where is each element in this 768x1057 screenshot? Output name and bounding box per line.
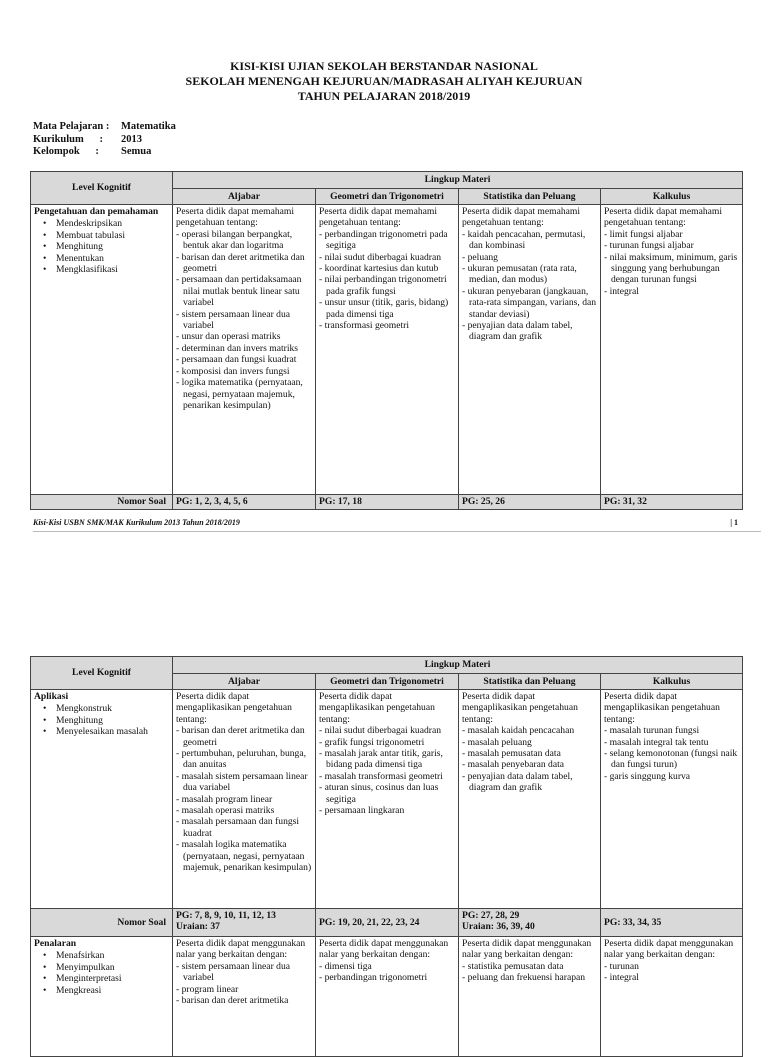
materi-item: - barisan dan deret aritmetika	[176, 995, 312, 1006]
materi-list	[176, 725, 312, 873]
level-list	[34, 703, 169, 737]
materi-item: - barisan dan deret aritmetika dan geometri	[176, 252, 312, 275]
level-item: • Menentukan	[56, 253, 169, 264]
footer-text: Kisi-Kisi USBN SMK/MAK Kurikulum 2013 Tahun 2018/2019	[33, 518, 240, 527]
level-kognitif-header: Level Kognitif	[31, 657, 173, 690]
materi-item: - masalah peluang	[462, 737, 597, 748]
footer-divider	[33, 531, 761, 532]
column-header-geometri: Geometri dan Trigonometri	[316, 674, 459, 690]
lingkup-materi-header: Lingkup Materi	[173, 172, 743, 189]
materi-item: - integral	[604, 972, 739, 983]
materi-list	[176, 229, 312, 412]
doc-title-line-1: KISI-KISI UJIAN SEKOLAH BERSTANDAR NASIONAL	[230, 59, 538, 73]
materi-item: - program linear	[176, 984, 312, 995]
materi-item: - masalah pemusatan data	[462, 748, 597, 759]
meta-row-group	[33, 146, 176, 159]
materi-item: - masalah integral tak tentu	[604, 737, 739, 748]
level-item: • Mengklasifikasi	[56, 264, 169, 275]
materi-item: - nilai perbandingan trigonometri pada grafik fungsi	[319, 274, 455, 297]
nomor-pg: PG: 27, 28, 29	[462, 910, 520, 921]
materi-cell-aljabar	[173, 937, 316, 1057]
materi-cell-statistika	[459, 205, 601, 495]
materi-item: - sistem persamaan linear dua variabel	[176, 961, 312, 984]
materi-list	[462, 725, 597, 793]
materi-item: - sistem persamaan linear dua variabel	[176, 309, 312, 332]
column-header-statistika: Statistika dan Peluang	[459, 674, 601, 690]
nomor-soal-geometri: PG: 17, 18	[316, 495, 459, 510]
materi-cell-kalkulus	[601, 205, 743, 495]
materi-list	[604, 961, 739, 984]
nomor-soal-label: Nomor Soal	[31, 909, 173, 937]
doc-title-line-3: TAHUN PELAJARAN 2018/2019	[297, 89, 471, 103]
materi-item: - operasi bilangan berpangkat, bentuk akar dan logaritma	[176, 229, 312, 252]
column-header-geometri: Geometri dan Trigonometri	[316, 189, 459, 205]
level-item: • Menafsirkan	[56, 950, 169, 961]
materi-item: - nilai maksimum, minimum, garis singgung yang berhubungan dengan turunan fungsi	[604, 252, 739, 286]
materi-list	[176, 961, 312, 1007]
materi-item: - selang kemonotonan (fungsi naik dan fungsi turun)	[604, 748, 739, 771]
nomor-pg: PG: 33, 34, 35	[604, 916, 662, 928]
materi-list	[462, 229, 597, 343]
cell-intro: Peserta didik dapat mengaplikasikan pengetahuan tentang:	[319, 691, 435, 725]
materi-item: - limit fungsi aljabar	[604, 229, 739, 240]
nomor-soal-kalkulus	[601, 909, 743, 937]
level-title: Pengetahuan dan pemahaman	[34, 206, 159, 217]
materi-cell-geometri	[316, 205, 459, 495]
materi-item: - kaidah pencacahan, permutasi, dan kombinasi	[462, 229, 597, 252]
column-header-kalkulus: Kalkulus	[601, 674, 743, 690]
materi-item: - perbandingan trigonometri pada segitiga	[319, 229, 455, 252]
level-item: • Membuat tabulasi	[56, 230, 169, 241]
materi-item: - koordinat kartesius dan kutub	[319, 263, 455, 274]
meta-value: Matematika	[121, 121, 176, 132]
materi-cell-geometri	[316, 937, 459, 1057]
document-meta	[33, 121, 176, 159]
materi-item: - peluang	[462, 252, 597, 263]
materi-item: - persamaan dan fungsi kuadrat	[176, 354, 312, 365]
meta-value: Semua	[121, 146, 152, 157]
level-item: • Menyelesaikan masalah	[56, 726, 169, 737]
materi-item: - turunan fungsi aljabar	[604, 240, 739, 251]
materi-list	[319, 229, 455, 332]
materi-item: - masalah program linear	[176, 794, 312, 805]
level-item: • Menghitung	[56, 241, 169, 252]
materi-item: - penyajian data dalam tabel, diagram dan grafik	[462, 771, 597, 794]
level-title: Penalaran	[34, 938, 77, 949]
materi-item: - persamaan dan pertidaksamaan nilai mutlak bentuk linear satu variabel	[176, 274, 312, 308]
materi-list	[319, 961, 455, 984]
kisi-kisi-table-2	[30, 656, 743, 1057]
materi-cell-aljabar	[173, 690, 316, 909]
level-item: • Mengkonstruk	[56, 703, 169, 714]
meta-row-curriculum	[33, 134, 176, 147]
nomor-soal-aljabar: PG: 1, 2, 3, 4, 5, 6	[173, 495, 316, 510]
page-number: | 1	[730, 518, 738, 527]
level-item: • Mendeskripsikan	[56, 218, 169, 229]
materi-cell-statistika	[459, 937, 601, 1057]
meta-label: Mata Pelajaran :	[33, 121, 110, 132]
materi-cell-kalkulus	[601, 937, 743, 1057]
materi-item: - unsur unsur (titik, garis, bidang) pada dimensi tiga	[319, 297, 455, 320]
cell-intro: Peserta didik dapat menggunakan nalar yang berkaitan dengan:	[319, 938, 449, 961]
column-header-kalkulus: Kalkulus	[601, 189, 743, 205]
nomor-soal-geometri	[316, 909, 459, 937]
materi-item: - garis singgung kurva	[604, 771, 739, 782]
level-item: • Menginterpretasi	[56, 973, 169, 984]
materi-item: - ukuran pemusatan (rata rata, median, dan modus)	[462, 263, 597, 286]
materi-item: - grafik fungsi trigonometri	[319, 737, 455, 748]
meta-row-subject	[33, 121, 176, 134]
cell-intro: Peserta didik dapat menggunakan nalar yang berkaitan dengan:	[604, 938, 734, 961]
nomor-soal-label: Nomor Soal	[31, 495, 173, 510]
cell-intro: Peserta didik dapat mengaplikasikan pengetahuan tentang:	[176, 691, 292, 725]
meta-value: 2013	[121, 133, 142, 145]
materi-item: - nilai sudut diberbagai kuadran	[319, 725, 455, 736]
materi-item: - unsur dan operasi matriks	[176, 331, 312, 342]
lingkup-materi-header: Lingkup Materi	[173, 657, 743, 674]
materi-item: - masalah operasi matriks	[176, 805, 312, 816]
nomor-uraian: Uraian: 37	[176, 921, 220, 933]
nomor-soal-kalkulus: PG: 31, 32	[601, 495, 743, 510]
level-item: • Menyimpulkan	[56, 962, 169, 973]
meta-label: Kelompok :	[33, 146, 99, 157]
materi-item: - peluang dan frekuensi harapan	[462, 972, 597, 983]
materi-item: - masalah transformasi geometri	[319, 771, 455, 782]
materi-cell-geometri	[316, 690, 459, 909]
cell-intro: Peserta didik dapat mengaplikasikan pengetahuan tentang:	[462, 691, 578, 725]
materi-cell-statistika	[459, 690, 601, 909]
materi-item: - turunan	[604, 961, 739, 972]
materi-list	[604, 229, 739, 297]
materi-item: - komposisi dan invers fungsi	[176, 366, 312, 377]
materi-item: - nilai sudut diberbagai kuadran	[319, 252, 455, 263]
level-kognitif-header: Level Kognitif	[31, 172, 173, 205]
level-cell	[31, 205, 173, 495]
level-cell	[31, 937, 173, 1057]
cell-intro: Peserta didik dapat memahami pengetahuan tentang:	[462, 206, 581, 229]
cell-intro: Peserta didik dapat menggunakan nalar yang berkaitan dengan:	[176, 938, 306, 961]
cell-intro: Peserta didik dapat memahami pengetahuan tentang:	[319, 206, 438, 229]
nomor-uraian: Uraian: 36, 39, 40	[462, 921, 535, 933]
document-page-2	[0, 580, 768, 1024]
materi-item: - ukuran penyebaran (jangkauan, rata-rata simpangan, varians, dan standar deviasi)	[462, 286, 597, 320]
materi-item: - masalah turunan fungsi	[604, 725, 739, 736]
column-header-aljabar: Aljabar	[173, 674, 316, 690]
materi-item: - masalah penyebaran data	[462, 759, 597, 770]
materi-item: - integral	[604, 286, 739, 297]
materi-cell-kalkulus	[601, 690, 743, 909]
materi-item: - pertumbuhan, peluruhan, bunga, dan anuitas	[176, 748, 312, 771]
nomor-soal-statistika: PG: 25, 26	[459, 495, 601, 510]
column-header-statistika: Statistika dan Peluang	[459, 189, 601, 205]
page-footer	[33, 518, 738, 527]
level-item: • Menghitung	[56, 715, 169, 726]
materi-cell-aljabar	[173, 205, 316, 495]
level-list	[34, 950, 169, 996]
materi-item: - barisan dan deret aritmetika dan geometri	[176, 725, 312, 748]
column-header-aljabar: Aljabar	[173, 189, 316, 205]
level-item: • Mengkreasi	[56, 985, 169, 996]
materi-item: - masalah sistem persamaan linear dua variabel	[176, 771, 312, 794]
cell-intro: Peserta didik dapat memahami pengetahuan tentang:	[604, 206, 723, 229]
meta-label: Kurikulum :	[33, 133, 104, 145]
materi-item: - determinan dan invers matriks	[176, 343, 312, 354]
materi-item: - persamaan lingkaran	[319, 805, 455, 816]
nomor-pg: PG: 7, 8, 9, 10, 11, 12, 13	[176, 910, 276, 921]
materi-item: - penyajian data dalam tabel, diagram dan grafik	[462, 320, 597, 343]
level-list	[34, 218, 169, 275]
materi-item: - masalah kaidah pencacahan	[462, 725, 597, 736]
materi-item: - dimensi tiga	[319, 961, 455, 972]
materi-item: - statistika pemusatan data	[462, 961, 597, 972]
materi-item: - masalah logika matematika (pernyataan, negasi, pernyataan majemuk, penarikan kesimpulan)	[176, 839, 312, 873]
materi-list	[462, 961, 597, 984]
materi-item: - aturan sinus, cosinus dan luas segitiga	[319, 782, 455, 805]
doc-title-line-2: SEKOLAH MENENGAH KEJURUAN/MADRASAH ALIYAH KEJURUAN	[185, 74, 583, 88]
materi-list	[604, 725, 739, 782]
level-cell	[31, 690, 173, 909]
cell-intro: Peserta didik dapat menggunakan nalar yang berkaitan dengan:	[462, 938, 592, 961]
nomor-pg: PG: 19, 20, 21, 22, 23, 24	[319, 916, 420, 928]
level-title: Aplikasi	[34, 691, 69, 702]
materi-item: - masalah jarak antar titik, garis, bidang pada dimensi tiga	[319, 748, 455, 771]
materi-item: - transformasi geometri	[319, 320, 455, 331]
nomor-soal-statistika	[459, 909, 601, 937]
materi-item: - masalah persamaan dan fungsi kuadrat	[176, 816, 312, 839]
materi-item: - perbandingan trigonometri	[319, 972, 455, 983]
cell-intro: Peserta didik dapat mengaplikasikan pengetahuan tentang:	[604, 691, 720, 725]
nomor-soal-aljabar	[173, 909, 316, 937]
materi-list	[319, 725, 455, 816]
cell-intro: Peserta didik dapat memahami pengetahuan tentang:	[176, 206, 295, 229]
materi-item: - logika matematika (pernyataan, negasi, pernyataan majemuk, penarikan kesimpulan)	[176, 377, 312, 411]
kisi-kisi-table-1	[30, 171, 743, 510]
